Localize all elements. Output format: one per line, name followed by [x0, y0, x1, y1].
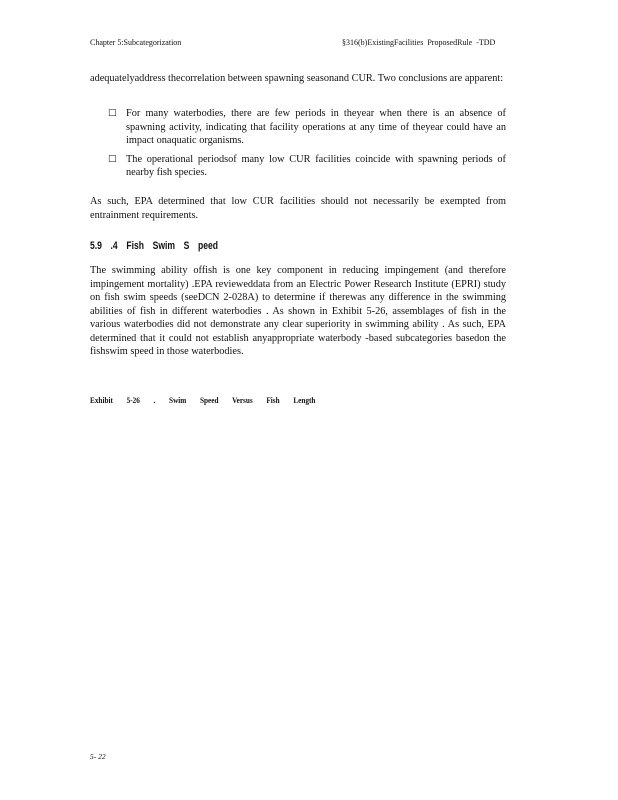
bullet-icon: □	[108, 153, 117, 164]
list-item	[90, 107, 506, 148]
conclusion-list	[90, 107, 506, 185]
conclusion-paragraph: As such, EPA determined that low CUR facilities should not necessarily be exempted from entrainment requirements.	[90, 196, 506, 221]
section-body-paragraph: The swimming ability offish is one key component in reducing impingement (and therefore impingement mortality) .EPA revieweddata from an Electric Power Research Institute (EPRI) study on fish swim speeds (seeDCN 2-028A) to determine if therewas any difference in the swimming abilities of fish in different waterbodies . As shown in Exhibit 5-26, assemblages of fish in the various waterbodies did not demonstrate any clear superiority in swimming ability . As such, EPA determined that it could not establish anyappropriate waterbody -based subcategories basedon the fishswim speed in those waterbodies.	[90, 265, 506, 357]
list-item	[90, 153, 506, 180]
section-heading: 5.9 .4 Fish Swim S peed	[90, 240, 219, 252]
list-item-text: The operational periodsof many low CUR facilities coincide with spawning periods of nearby fish species.	[126, 153, 506, 178]
page-number: 5- 22	[90, 752, 106, 761]
intro-paragraph: adequatelyaddress thecorrelation between spawning seasonand CUR. Two conclusions are apparent:	[90, 73, 504, 84]
running-header-chapter: Chapter 5:Subcategorization	[90, 38, 182, 47]
bullet-icon: □	[108, 108, 117, 118]
running-header-title: §316(b)ExistingFacilities ProposedRule -TDD	[342, 38, 496, 47]
list-item-text: For many waterbodies, there are few periods in theyear when there is an absence of spawning activity, indicating that facility operations at any time of theyear could have an impact onaquatic organisms.	[126, 108, 506, 146]
exhibit-caption: Exhibit 5-26 . Swim Speed Versus Fish Length	[90, 395, 316, 405]
